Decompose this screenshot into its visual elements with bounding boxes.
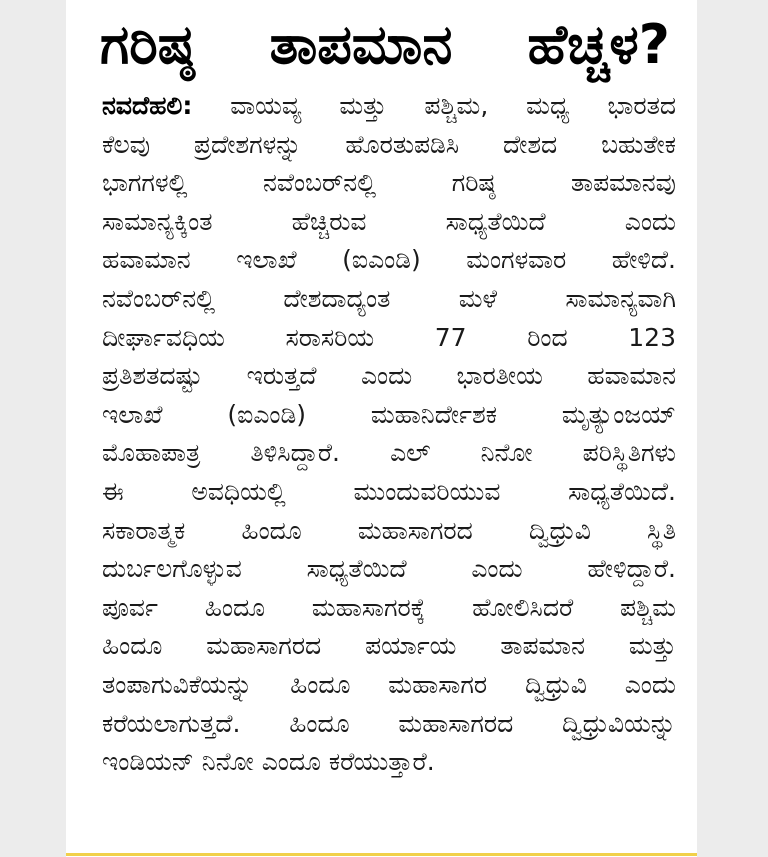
bottom-divider	[66, 853, 697, 856]
article-line-1	[102, 87, 676, 126]
headline: ಗರಿಷ್ಠ ತಾಪಮಾನ ಹೆಚ್ಚಳ?	[100, 13, 670, 76]
article-line-6: ನವೆಂಬರ್‌ನಲ್ಲಿ ದೇಶದಾದ್ಯಂತ ಮಳೆ ಸಾಮಾನ್ಯವಾಗಿ	[102, 283, 676, 313]
dateline: ನವದೆಹಲಿ:	[102, 91, 193, 120]
article-line-16: ತಂಪಾಗುವಿಕೆಯನ್ನು ಹಿಂದೂ ಮಹಾಸಾಗರ ದ್ವಿಧ್ರುವಿ ಎಂದು	[102, 669, 676, 699]
article-line-18: ಇಂಡಿಯನ್ ನಿನೋ ಎಂದೂ ಕರೆಯುತ್ತಾರೆ.	[102, 747, 435, 777]
article-line-3: ಭಾಗಗಳಲ್ಲಿ ನವೆಂಬರ್‌ನಲ್ಲಿ ಗರಿಷ್ಠ ತಾಪಮಾನವು	[102, 168, 676, 198]
article-line-17: ಕರೆಯಲಾಗುತ್ತದೆ. ಹಿಂದೂ ಮಹಾಸಾಗರದ ದ್ವಿಧ್ರುವಿಯನ್ನು	[102, 708, 676, 738]
article-line-2: ಕೆಲವು ಪ್ರದೇಶಗಳನ್ನು ಹೊರತುಪಡಿಸಿ ದೇಶದ ಬಹುತೇಕ	[102, 129, 676, 159]
article-line-1-text: ವಾಯವ್ಯ ಮತ್ತು ಪಶ್ಚಿಮ, ಮಧ್ಯ ಭಾರತದ	[192, 91, 676, 120]
article-line-9: ಇಲಾಖೆ (ಐಎಂಡಿ) ಮಹಾನಿರ್ದೇಶಕ ಮೃತ್ಯುಂಜಯ್	[102, 399, 676, 429]
article-line-15: ಹಿಂದೂ ಮಹಾಸಾಗರದ ಪರ್ಯಾಯ ತಾಪಮಾನ ಮತ್ತು	[102, 631, 676, 661]
article-line-8: ಪ್ರತಿಶತದಷ್ಟು ಇರುತ್ತದೆ ಎಂದು ಭಾರತೀಯ ಹವಾಮಾನ	[102, 361, 676, 391]
article-line-10: ಮೊಹಾಪಾತ್ರ ತಿಳಿಸಿದ್ದಾರೆ. ಎಲ್ ನಿನೋ ಪರಿಸ್ಥಿತಿಗಳು	[102, 438, 676, 468]
article-line-12: ಸಕಾರಾತ್ಮಕ ಹಿಂದೂ ಮಹಾಸಾಗರದ ದ್ವಿಧ್ರುವಿ ಸ್ಥಿತಿ	[102, 515, 676, 545]
article-line-4: ಸಾಮಾನ್ಯಕ್ಕಿಂತ ಹೆಚ್ಚಿರುವ ಸಾಧ್ಯತೆಯಿದೆ ಎಂದು	[102, 206, 676, 236]
article-line-11: ಈ ಅವಧಿಯಲ್ಲಿ ಮುಂದುವರಿಯುವ ಸಾಧ್ಯತೆಯಿದೆ.	[102, 476, 676, 506]
article-line-13: ದುರ್ಬಲಗೊಳ್ಳುವ ಸಾಧ್ಯತೆಯಿದೆ ಎಂದು ಹೇಳಿದ್ದಾರೆ.	[102, 554, 676, 584]
article-body	[102, 87, 676, 782]
article-line-5: ಹವಾಮಾನ ಇಲಾಖೆ (ಐಎಂಡಿ) ಮಂಗಳವಾರ ಹೇಳಿದೆ.	[102, 245, 676, 275]
article-line-14: ಪೂರ್ವ ಹಿಂದೂ ಮಹಾಸಾಗರಕ್ಕೆ ಹೋಲಿಸಿದರೆ ಪಶ್ಚಿಮ	[102, 592, 676, 622]
newspaper-clipping	[66, 0, 697, 857]
article-line-7: ದೀರ್ಘಾವಧಿಯ ಸರಾಸರಿಯ 77 ರಿಂದ 123	[102, 322, 676, 352]
